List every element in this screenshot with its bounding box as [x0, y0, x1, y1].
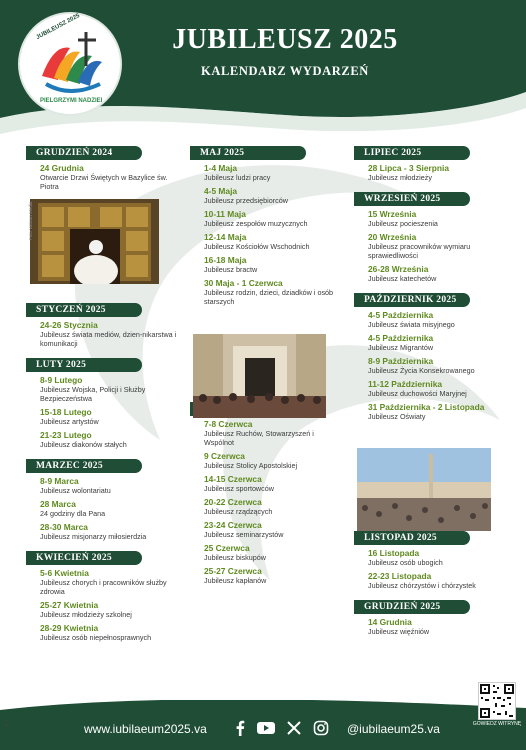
event-date: 8-9 Lutego	[40, 375, 83, 385]
event-item	[40, 163, 180, 191]
event-name: Jubileusz bractw	[204, 265, 258, 274]
event-name: Jubileusz chórzystów i chórzystek	[368, 581, 476, 590]
instagram-icon[interactable]	[313, 720, 329, 736]
event-date: 14 Grudnia	[368, 617, 412, 627]
event-item	[204, 163, 344, 182]
event-date: 21-23 Lutego	[40, 430, 92, 440]
event-date: 28 Lipca - 3 Sierpnia	[368, 163, 449, 173]
photo-holy-door	[30, 199, 159, 284]
event-name: Jubileusz Oświaty	[368, 412, 426, 421]
youtube-icon[interactable]	[257, 720, 275, 736]
event-name: Jubileusz Migrantów	[368, 343, 434, 352]
event-name: Jubileusz Życia Konsekrowanego	[368, 366, 475, 375]
event-date: 7-8 Czerwca	[204, 419, 253, 429]
event-item	[40, 623, 180, 642]
event-name: Jubileusz młodzieży	[368, 173, 432, 182]
event-item	[204, 497, 344, 516]
event-name: Jubileusz rodzin, dzieci, dziadków i osób starszych	[204, 288, 334, 306]
event-name: Jubileusz pracowników wymiaru sprawiedliwości	[368, 242, 471, 260]
event-date: 16-18 Maja	[204, 255, 247, 265]
event-name: Jubileusz Wojska, Policji i Służby Bezpieczeństwa	[40, 385, 146, 403]
event-name: Jubileusz wolontariatu	[40, 486, 111, 495]
event-date: 30 Maja - 1 Czerwca	[204, 278, 283, 288]
month-section	[358, 527, 518, 590]
event-date: 28-30 Marca	[40, 522, 88, 532]
event-item	[204, 419, 344, 447]
event-name: Jubileusz Stolicy Apostolskiej	[204, 461, 298, 470]
event-date: 15-18 Lutego	[40, 407, 92, 417]
event-item	[40, 430, 180, 449]
event-date: 1-4 Maja	[204, 163, 238, 173]
event-date: 4-5 Maja	[204, 186, 238, 196]
event-item	[40, 568, 180, 596]
event-item	[204, 543, 344, 562]
event-item	[368, 232, 518, 260]
event-item	[204, 255, 344, 274]
month-section	[358, 596, 518, 636]
event-item	[40, 375, 180, 403]
event-name: Jubileusz osób niepełnosprawnych	[40, 633, 152, 642]
month-section	[358, 289, 518, 421]
event-name: Jubileusz diakonów stałych	[40, 440, 127, 449]
month-section	[30, 547, 180, 642]
event-item	[204, 232, 344, 251]
event-date: 4-5 Października	[368, 333, 434, 343]
event-date: 4-5 Października	[368, 310, 434, 320]
event-name: Jubileusz Ruchów, Stowarzyszeń i Wspólnot	[204, 429, 314, 447]
event-date: 22-23 Listopada	[368, 571, 432, 581]
event-item	[368, 379, 518, 398]
photo-credit: Foto Vatican Media	[28, 201, 33, 240]
event-date: 12-14 Maja	[204, 232, 247, 242]
event-name: 24 godziny dla Pana	[40, 509, 106, 518]
event-date: 26-28 Września	[368, 264, 429, 274]
facebook-icon[interactable]	[232, 720, 248, 736]
event-name: Jubileusz świata mediów, dzien-nikarstwa i komunikacji	[40, 330, 177, 348]
event-item	[40, 320, 180, 348]
page-subtitle: KALENDARZ WYDARZEŃ	[201, 64, 369, 78]
event-date: 15 Września	[368, 209, 417, 219]
event-name: Jubileusz katechetów	[368, 274, 437, 283]
event-name: Jubileusz osób ubogich	[368, 558, 443, 567]
month-header: GRUDZIEŃ 2024	[30, 146, 142, 160]
website-link[interactable]: www.iubilaeum2025.va	[84, 722, 207, 736]
event-date: 25-27 Czerwca	[204, 566, 262, 576]
event-name: Jubileusz artystów	[40, 417, 99, 426]
month-section	[194, 142, 344, 306]
month-header: PAŹDZIERNIK 2025	[358, 293, 470, 307]
month-header: LUTY 2025	[30, 358, 142, 372]
event-name: Jubileusz biskupów	[204, 553, 266, 562]
month-header: KWIECIEŃ 2025	[30, 551, 142, 565]
event-name: Jubileusz ludzi pracy	[204, 173, 271, 182]
event-item	[40, 476, 180, 495]
event-date: 16 Listopada	[368, 548, 420, 558]
event-name: Jubileusz chorych i pracowników służby zdrowia	[40, 578, 167, 596]
month-section	[30, 142, 180, 191]
month-header: MAJ 2025	[194, 146, 306, 160]
event-date: 25-27 Kwietnia	[40, 600, 99, 610]
event-item	[368, 402, 518, 421]
event-name: Jubileusz duchowości Maryjnej	[368, 389, 467, 398]
event-date: 8-9 Października	[368, 356, 434, 366]
event-item	[204, 451, 344, 470]
event-item	[368, 571, 518, 590]
month-header: MARZEC 2025	[30, 459, 142, 473]
event-item	[204, 520, 344, 539]
event-item	[368, 310, 518, 329]
month-section	[30, 354, 180, 449]
event-name: Jubileusz zespołów muzycznych	[204, 219, 308, 228]
event-item	[40, 407, 180, 426]
social-handle[interactable]: @iubilaeum25.va	[347, 722, 440, 736]
event-date: 11-12 Października	[368, 379, 443, 389]
event-date: 20-22 Czerwca	[204, 497, 262, 507]
month-header: WRZESIEŃ 2025	[358, 192, 470, 206]
logo-bottom-text: PIELGRZYMI NADZIEI	[40, 98, 103, 104]
event-item	[204, 566, 344, 585]
qr-label: GOWIEDZ WITRYNĘ	[472, 721, 522, 727]
event-name: Jubileusz Kościołów Wschodnich	[204, 242, 310, 251]
month-section	[194, 398, 344, 585]
event-date: 8-9 Marca	[40, 476, 79, 486]
event-name: Jubileusz sportowców	[204, 484, 274, 493]
event-name: Jubileusz przedsiębiorców	[204, 196, 288, 205]
column-3	[358, 142, 518, 642]
event-name: Otwarcie Drzwi Świętych w Bazylice św. Piotra	[40, 173, 168, 191]
event-item	[40, 499, 180, 518]
event-item	[204, 278, 344, 306]
event-item	[204, 209, 344, 228]
month-section	[358, 188, 518, 283]
month-header: LIPIEC 2025	[358, 146, 470, 160]
event-date: 9 Czerwca	[204, 451, 245, 461]
x-icon[interactable]	[286, 720, 302, 736]
event-name: Jubileusz rządzących	[204, 507, 273, 516]
event-date: 20 Września	[368, 232, 417, 242]
event-name: Jubileusz więźniów	[368, 627, 430, 636]
event-name: Jubileusz świata misyjnego	[368, 320, 455, 329]
month-section	[30, 299, 180, 348]
event-item	[40, 600, 180, 619]
event-name: Jubileusz misjonarzy miłosierdzia	[40, 532, 147, 541]
photo-basilica-entrance	[193, 334, 326, 418]
event-item	[368, 617, 518, 636]
event-item	[204, 474, 344, 493]
event-name: Jubileusz młodzieży szkolnej	[40, 610, 132, 619]
qr-code[interactable]	[478, 682, 516, 720]
event-item	[368, 548, 518, 567]
event-date: 25 Czerwca	[204, 543, 250, 553]
event-date: 14-15 Czerwca	[204, 474, 262, 484]
print-code: B2B	[3, 718, 9, 727]
event-date: 31 Października - 2 Listopada	[368, 402, 485, 412]
photo-st-peters-square	[357, 448, 491, 531]
month-header: LISTOPAD 2025	[358, 531, 470, 545]
event-item	[368, 333, 518, 352]
event-name: Jubileusz seminarzystów	[204, 530, 284, 539]
event-name: Jubileusz pocieszenia	[368, 219, 438, 228]
month-section	[30, 455, 180, 541]
event-item	[368, 264, 518, 283]
page-title: JUBILEUSZ 2025	[172, 24, 398, 55]
event-item	[368, 356, 518, 375]
event-date: 24 Grudnia	[40, 163, 84, 173]
event-date: 5-6 Kwietnia	[40, 568, 89, 578]
event-date: 10-11 Maja	[204, 209, 246, 219]
event-date: 24-26 Stycznia	[40, 320, 98, 330]
jubilee-logo	[20, 14, 120, 114]
event-date: 28-29 Kwietnia	[40, 623, 99, 633]
event-item	[204, 186, 344, 205]
event-date: 23-24 Czerwca	[204, 520, 262, 530]
event-item	[368, 209, 518, 228]
event-date: 28 Marca	[40, 499, 76, 509]
month-section	[358, 142, 518, 182]
logo-top-text: JUBILEUSZ 2025	[35, 12, 81, 42]
month-header: STYCZEŃ 2025	[30, 303, 142, 317]
event-name: Jubileusz kapłanów	[204, 576, 267, 585]
event-item	[40, 522, 180, 541]
month-header: GRUDZIEŃ 2025	[358, 600, 470, 614]
event-item	[368, 163, 518, 182]
